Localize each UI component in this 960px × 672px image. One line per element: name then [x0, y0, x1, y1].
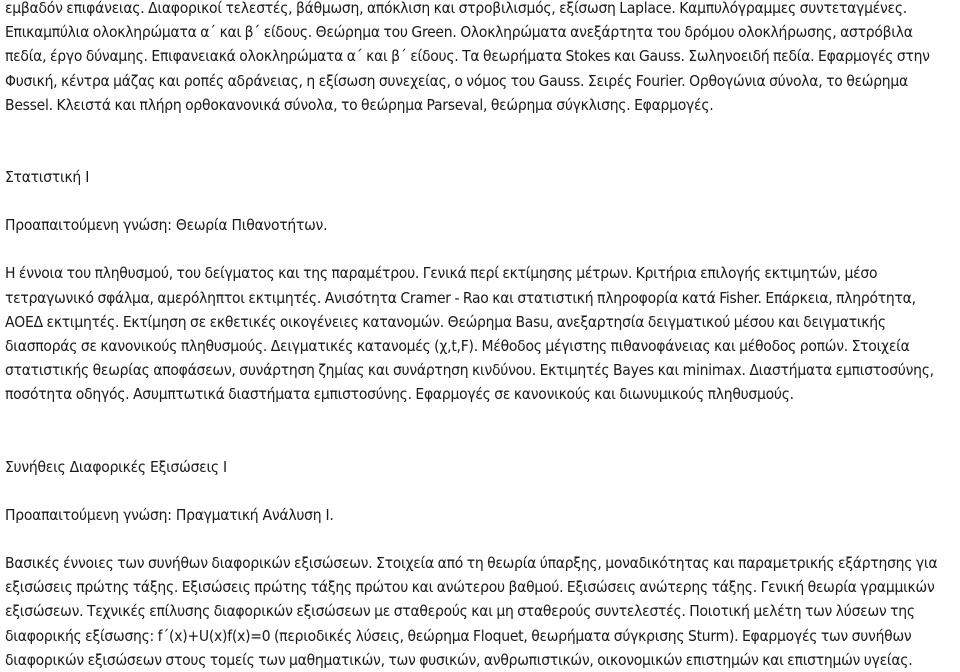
course-description-statistics: Η έννοια του πληθυσμού, του δείγματος και της παραμέτρου. Γενικά περί εκτίμησης μέτρων. Κριτήρια επιλογής εκτιμητών, μέσο τετραγωνικό σφάλμα, αμερόληπτοι εκτιμητές. Ανισότητα Cramer - Rao και στατιστική πληροφορία κατά Fisher. Επάρκεια, πληρότητα, ΑΟΕΔ εκτιμητές. Εκτίμηση σε εκθετικές οικογένειες κατανομών. Θεώρημα Basu, ανεξαρτησία δειγματικού μέσου και δειγματικής διασποράς σε κανονικούς πληθυσμούς. Δειγματικές κατανομές (χ,t,F). Μέθοδος μέγιστης πιθανοφάνειας και μέθοδος ροπών. Στοιχεία στατιστικής θεωρίας αποφάσεων, συνάρτηση ζημίας και συνάρτηση κινδύνου. Εκτιμητές Bayes και minimax. Διαστήματα εμπιστοσύνης, ποσότητα οδηγός. Ασυμπτωτικά διαστήματα εμπιστοσύνης. Εφαρμογές σε κανονικούς και διωνυμικούς πληθυσμούς. — [5, 264, 934, 404]
course-description-ode: Βασικές έννοιες των συνήθων διαφορικών εξισώσεων. Στοιχεία από τη θεωρία ύπαρξης, μοναδικότητας και παραμετρικής εξάρτησης για εξισώσεις πρώτης τάξης. Εξισώσεις πρώτης τάξης πρώτου και ανώτερου βαθμού. Εξισώσεις ανώτερης τάξης. Γενική θεωρία γραμμικών εξισώσεων. Τεχνικές επίλυσης διαφορικών εξισώσεων με σταθερούς και μη σταθερούς συντελεστές. Ποιοτική μελέτη των λύσεων της διαφορικής εξίσωσης: f΄(x)+U(x)f(x)=0 (περιοδικές λύσεις, θεώρημα Floquet, θεωρήματα σύγκρισης Sturm). Εφαρμογές των συνήθων διαφορικών εξισώσεων στους τομείς των μαθηματικών, των φυσικών, ανθρωπιστικών, οικονομικών επιστημών και επιστημών υγείας. — [5, 554, 938, 669]
document-body — [5, 0, 955, 672]
section-spacer — [5, 189, 955, 213]
section-spacer — [5, 479, 955, 503]
course-title-ode: Συνήθεις Διαφορικές Εξισώσεις Ι — [5, 457, 227, 476]
continued-course-description: εμβαδόν επιφάνειας. Διαφορικοί τελεστές, βάθμωση, απόκλιση και στροβιλισμός, εξίσωση Laplace. Καμπυλόγραμμες συντεταγμένες. Επικαμπύλια ολοκληρώματα α΄ και β΄ είδους. Θεώρημα του Green. Ολοκληρώματα ανεξάρτητα του δρόμου ολοκλήρωσης, αστρόβιλα πεδία, έργο δύναμης. Επιφανειακά ολοκληρώματα α΄ και β΄ είδους. Τα θεωρήματα Stokes και Gauss. Σωληνοειδή πεδία. Εφαρμογές στην Φυσική, κέντρα μάζας και ροπές αδράνειας, η εξίσωση συνεχείας, ο νόμος του Gauss. Σειρές Fourier. Ορθογώνια σύνολα, το θεώρημα Bessel. Κλειστά και πλήρη ορθοκανονικά σύνολα, το θεώρημα Parseval, θεώρημα σύγκλισης. Εφαρμογές. — [5, 0, 930, 114]
section-spacer — [5, 117, 955, 165]
course-prerequisite-ode: Προαπαιτούμενη γνώση: Πραγματική Ανάλυση Ι. — [5, 505, 334, 524]
section-spacer — [5, 237, 955, 261]
section-spacer — [5, 527, 955, 551]
course-prerequisite-statistics: Προαπαιτούμενη γνώση: Θεωρία Πιθανοτήτων. — [5, 216, 328, 235]
section-spacer — [5, 407, 955, 455]
course-title-statistics: Στατιστική Ι — [5, 168, 90, 187]
